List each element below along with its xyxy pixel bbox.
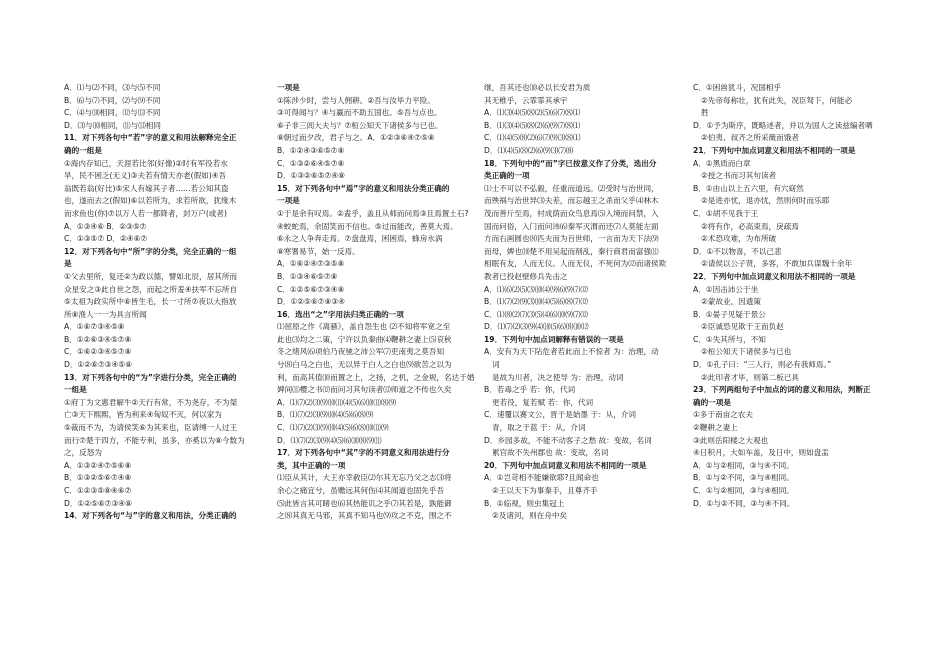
text-line: ⑧寒署易节，始一反焉。: [277, 246, 360, 256]
column-4: [693, 82, 899, 510]
text-line: ①海内存知己，天涯若比邻(好像)②时有军役若水: [64, 158, 228, 168]
text-line: 教者已投赵壁修兵先击之: [484, 271, 568, 281]
text-line: 而求鱼也(你)⑦以万人若一都降者，封万户(或者): [64, 208, 227, 218]
text-line: ②术恐攻难，为布所破: [701, 234, 777, 244]
text-line: 而母，婢也⑽楚不用吴起而削乱，秦行商君而富强⑾: [484, 246, 659, 256]
text-line: ②及诸河，则在舟中矣: [492, 511, 568, 521]
text-line: A．①因击沛公于坐: [693, 284, 759, 294]
column-1: [64, 82, 270, 523]
text-line: 此也⑶均之二策，宁许以负秦曲⑷鞭耕之妻上⑸哀秋: [277, 334, 452, 344]
text-line: C．⑴⑻⑵⑺⑶⑸⑷⑹⑽⑼⑺⑿: [484, 309, 589, 319]
text-line: C．①②⑤⑥⑦③④⑧: [277, 284, 345, 294]
text-line: 之⑻其真无马邪，其真不知马也⑼攻之不克，围之不: [277, 511, 452, 521]
text-line: 胜: [701, 108, 709, 118]
text-line: 冬之绪风⑹项伯乃夜驰之沛公军⑺吏南夷之莫吾知: [277, 347, 445, 357]
text-line: 青，取之于蓝 于：从，介词: [492, 423, 586, 433]
text-line: ⑥子非三闾大夫与？⑦桓公知天下诸侯多与已也。: [277, 120, 443, 130]
question-line: 是: [64, 259, 72, 269]
text-line: D．⑶与⑽相同，⑾与⒀相同: [64, 120, 161, 130]
text-line: 词: [492, 360, 500, 370]
text-line: ②伯夷、叔齐之所采薇而饿者: [701, 133, 799, 143]
question-line: 13．对下列各句中的“为”字进行分类，完全正确的: [64, 372, 237, 382]
text-line: ⑧朝过而夕改，君子与之。A．①②③⑥④⑦⑤⑧: [277, 133, 435, 143]
text-line: A．⑴⑹⑵⑸⑶⑽⑷⑼⑹⑼⑺⑿: [484, 284, 588, 294]
text-line: 众星安之③此自世之怨，而起之所羞④扶军不忘所自: [64, 284, 238, 294]
text-line: C．①②③⑤⑧④⑥⑦: [64, 486, 132, 495]
text-line: B．⑹与⑺不同，⑵与⑼不同: [64, 95, 161, 105]
question-line: 17．对下列各句中“其”字的不同意义和用法进行分: [277, 448, 450, 458]
text-line: 方而右画圆也⑻匹夫而为百世师，一言而为天下法⑼: [484, 234, 659, 244]
text-line: ②请侯以公子贤，多客，不敢加兵谋魏十余年: [701, 259, 853, 269]
text-line: 所⑧渔人一一为具言所闻: [64, 309, 147, 319]
text-line: ②蒙故业，因遗策: [701, 297, 761, 307]
question-line: 一项是: [277, 196, 300, 206]
text-line: A．⑴⑶⑷⑸⑻⑵⑸⑹⑺⑻⑴: [484, 108, 581, 118]
question-line: 一组是: [64, 385, 87, 395]
text-line: A．①岂苛相不能嫌欲耶?且闻命也: [484, 473, 599, 483]
text-line: ④日积月，大如车盖，及日中，则如盘盂: [693, 448, 829, 458]
text-line: D．①②⑤⑥⑦⑧③④: [277, 297, 345, 307]
text-line: ①父去里所，复还②为政以德，譬如北辰，居其所而: [64, 271, 238, 281]
text-line: ②此印者才毕，则第二板已具: [701, 372, 799, 382]
question-line: 22．下列句中加点词意义和用法不相同的一项是: [693, 271, 856, 281]
text-line: D．⑴⑺⑵⑶⑼⑷⑽⑸⑹⑻⑽⑿: [484, 322, 589, 332]
text-line: 茂而善斤至焉，村成荫而众鸟息焉⑸入境而问禁，入: [484, 208, 659, 218]
text-line: D．⑴⑺⑵⑶⑼⑷⑸⑹⑽⑻⑼⑾: [277, 435, 382, 445]
text-line: 婢间⑾樱之书⑿而问习其句读者⒀师道之不传也久矣: [277, 385, 452, 395]
text-line: 余心之痛宜兮，虽赡远其何伤⑷其闻道也固先乎吾: [277, 486, 445, 495]
text-line: C．速覆以赛文公，晋于是始墨 于：从，介词: [484, 410, 636, 420]
text-line: ②王以天下为事秦手，且尊齐手: [492, 486, 598, 495]
text-line: B．①与②不同，③与④相同。: [693, 473, 794, 483]
text-line: B．①③②⑤⑥⑦④⑧: [64, 473, 132, 483]
text-line: ①府丁为文惠君解牛②天行有常，不为尧存，不为桀: [64, 397, 238, 407]
text-line: A．⑴与⑵不同，⑶与⑸不同: [64, 83, 161, 92]
text-line: ②授之书而习其句读者: [701, 171, 777, 181]
text-line: ②先帝每称壮，犹有此失，况臣驽下，何能必: [701, 95, 853, 105]
text-line: D．①孔子曰：“三人行，则必有我师焉。”: [693, 360, 832, 370]
question-line: 14．对下列各句“与”字的意义和用法，分类正确的: [64, 511, 237, 521]
text-line: A．①黑质而白章: [693, 158, 751, 168]
text-line: ②将有作，必高束焉，戾疏焉: [701, 221, 799, 231]
text-line: C．⑴⑷⑸⑻⑵⑹⑺⑼⑶⑻⑴: [484, 133, 581, 143]
text-line: ⑤裁而不为，为请侯笑⑥为其来也，臣请缚一人过王: [64, 423, 238, 433]
question-line: 20．下列句中加点词意义和用法不相同的一项是: [484, 460, 647, 470]
text-line: C．①③②⑥④⑤⑦⑧: [277, 158, 345, 168]
text-line: ⑴屈原之作《离骚》，盖自怨生也 ⑵不知将军宽之至: [277, 322, 451, 332]
question-line: 18．下列句中的“而”字已按意义作了分类，选出分: [484, 158, 657, 168]
text-line: 更若役，复若赋 若：你，代词: [492, 397, 594, 407]
text-line: 累官故不失州郡也 故：变故，名词: [492, 448, 609, 458]
text-line: 利，而高其值⑽而置之上，之扬，之机，之金规，名达于婚: [277, 372, 475, 382]
text-line: C．①胡不见我于王: [693, 208, 759, 218]
text-line: B．①③④⑥⑤⑦⑧: [277, 271, 338, 281]
text-line: A．①③②④⑦⑤⑥⑧: [64, 460, 132, 470]
text-line: 也，遂而去之(假如)⑥以若所为，求若所欲，犹缘木: [64, 196, 237, 206]
question-line: 11．对下列各句中“若”字的意义和用法解释完全正: [64, 133, 237, 143]
text-line: A．①⑥⑦③④⑤⑧: [64, 322, 125, 332]
text-line: ①多于南亩之农夫: [693, 410, 753, 420]
question-line: 确的一组是: [64, 145, 102, 155]
text-line: ⑸此皆言其可睹也⑹其热能讥之乎⑺其若是，孰能御: [277, 498, 452, 508]
text-line: ③可得闻与？④与赢而不助五国也。⑤吾与点也。: [277, 108, 442, 118]
text-line: 翁既若翁(好比)⑤宋人有嫁其子者……若公知其盗: [64, 183, 229, 193]
text-line: D．①与②不同，③与④不同。: [693, 498, 795, 508]
text-line: D．①③②⑥⑤⑦④⑧: [277, 171, 345, 181]
text-line: D．①不以物喜，不以己悲: [693, 246, 782, 256]
text-line: ⑤太祖为政实所中⑥皆生毛，长一寸所⑦夜以大指放: [64, 297, 237, 307]
text-line: 其无稚乎，云霏霏其承宇: [484, 95, 568, 105]
text-line: 亡③天下熙熙，皆为利来④匈奴不灭，何以家为: [64, 410, 222, 420]
question-line: 16．选出“之”字用法归类正确的一项: [277, 309, 404, 319]
text-line: D．①②⑤⑥⑦③④⑧: [64, 498, 132, 508]
question-line: 一项是: [277, 83, 300, 92]
column-2: [277, 82, 483, 523]
text-line: ⑴士不可以不弘毅，任重而道远。⑵受时与治世同，: [484, 183, 659, 193]
text-line: B．①临视，则虫集冠上: [484, 498, 565, 508]
text-line: B．⑴⑺⑵⑶⑼⑽⑷⑸⑹⑻⑼: [277, 410, 374, 420]
question-line: 12．对下列各句中“所”字的分类，完全正确的一组: [64, 246, 237, 256]
text-line: C．①困兽犹斗，况国相乎: [693, 83, 782, 92]
text-line: B．若毒之乎 若：你，代词: [484, 385, 576, 395]
question-line: 类，其中正确的一项: [277, 460, 346, 470]
text-line: B．①②⑥③④⑤⑦⑧: [64, 334, 132, 344]
text-line: D．乡园多故，不能不动客子之愁 故：变故，名词: [484, 435, 652, 445]
text-line: D．⑴⑷⑸⑻⑵⑹⑼⑶⑺⑻: [484, 145, 574, 155]
text-line: ①于是余有叹焉。②盍乎，盖且从师而问焉③且焉置土石?: [277, 208, 469, 218]
question-line: 19．下列句中加点词解释有错误的一项是: [484, 334, 624, 344]
text-line: A．①与②相同，③与④不同。: [693, 460, 794, 470]
question-line: 23．下列两组句子中加点的词的意义和用法，判断正: [693, 385, 871, 395]
text-line: A．①⑥②④⑦③⑤⑧: [277, 259, 345, 269]
question-line: 确的一项是: [693, 397, 731, 407]
text-line: B．①由山以上五六里，有穴窈然: [693, 183, 804, 193]
text-line: B．⑴⑶⑷⑸⑻⑵⑹⑼⑺⑻⑴: [484, 120, 581, 130]
text-line: B．①②④③⑥⑤⑦⑧: [277, 145, 345, 155]
text-line: 旱，民不困乏(无义)③夫若有情天亦老(假如)④吾: [64, 171, 227, 181]
text-line: ②桓公知天下诸侯多与已也: [701, 347, 792, 357]
text-line: ②鞭耕之妻上: [693, 423, 738, 433]
text-line: A．安有为天下阽危者若此而上不惊者 为：治理，动: [484, 347, 659, 357]
text-line: C．⑷与⑽相同，⑿与⒀不同: [64, 108, 161, 118]
question-line: 15．对下列各句中“焉”字的意义和用法分类正确的: [277, 183, 450, 193]
text-line: ③此则岳阳楼之大观也: [693, 435, 769, 445]
text-line: D．①②⑥⑦③④⑤⑧: [64, 360, 132, 370]
text-line: ②臣诚恐见欺于王而负赵: [701, 322, 784, 332]
text-line: ①陈涉少时，尝与人佣耕。②吾与汝毕力平险。: [277, 95, 435, 105]
text-line: 是故为川者，决之使导 为：治理，动词: [492, 372, 624, 382]
text-line: ⑥永之人争奔走焉。⑦盘盘焉，困困焉，蜂房水涡: [277, 234, 443, 244]
text-line: C．①与②相同，③与④相同。: [693, 486, 794, 495]
text-line: 之，反怒为: [64, 448, 102, 458]
text-line: D．①予为斯序，既略述者，并以为国人之读兹编者哂: [693, 120, 873, 130]
text-line: 国而问俗，入门而问讳⑹秦军灭渭而还⑺人莫能左面: [484, 221, 659, 231]
text-line: C．⑴⑺⑵⑶⑼⑽⑷⑸⑹⑻⑽⑾⑼: [277, 423, 389, 433]
text-line: B．⑴⑺⑵⑼⑶⑽⑷⑸⑹⑻⑺⑿: [484, 297, 588, 307]
text-line: ⑴臣从其计，大王亦幸赦臣⑵尔其无忘乃父之志⑶将: [277, 473, 452, 483]
text-line: 而殃祸与治世异⑶夫差，而忘越王之杀而父乎⑷林木: [484, 196, 659, 206]
question-line: 21．下列句中加点词意义和用法不相同的一项是: [693, 145, 856, 155]
text-line: ②是进亦忧，退亦忧，然则何时而乐耶: [701, 196, 830, 206]
text-line: A．⑴⑺⑵⑶⑼⑽⑾⑷⑸⑹⑽⑾⑻⑼: [277, 397, 397, 407]
text-line: A．①③④⑥ B．②③⑤⑦: [64, 221, 147, 231]
text-line: 继，吾其还也⑽必以长安君为质: [484, 83, 591, 92]
text-line: 而行⑦楚于四方，不能专利，虽多，亦奚以为⑧今数为: [64, 435, 245, 445]
text-line: B．①晏子见疑于景公: [693, 309, 766, 319]
column-3: [484, 82, 690, 523]
text-line: ④蛟蛇焉，余固笑而不信也。⑤过而能改，善莫大焉。: [277, 221, 458, 231]
text-line: C．①③⑤⑦ D．②④⑥⑦: [64, 234, 148, 244]
text-line: 相眠有友，人而无仪。人而无仪，不死何为⑿而诸侯欺: [484, 259, 667, 269]
text-line: C．①失其所与，不知: [693, 334, 766, 344]
question-line: 类正确的一项: [484, 171, 530, 181]
text-line: C．①⑥②③④⑤⑦⑧: [64, 347, 132, 357]
text-line: 兮⑻白马之白也，无以异于白人之白也⑼欲苦之以为: [277, 360, 452, 370]
